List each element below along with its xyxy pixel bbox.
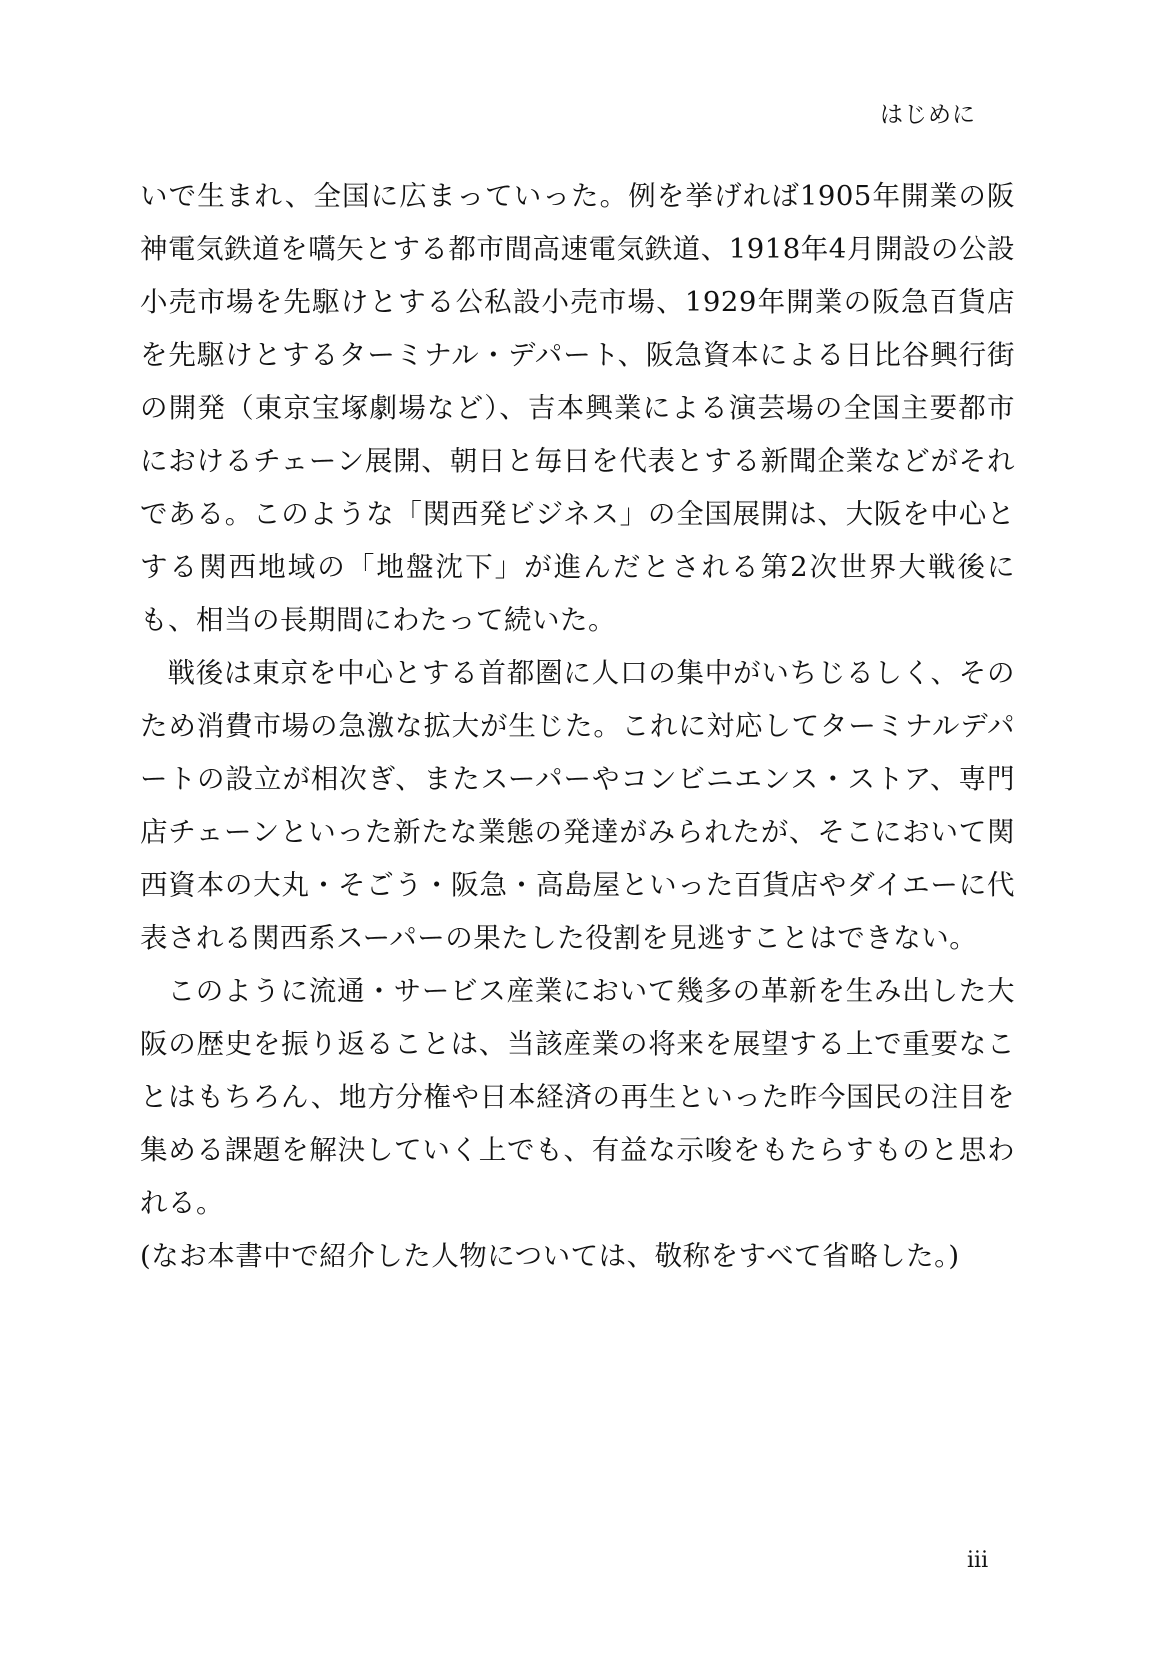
paragraph: このように流通・サービス産業において幾多の革新を生み出した大阪の歴史を振り返ることは、当該産業の将来を展望する上で重要なことはもちろん、地方分権や日本経済の再生といった昨今国民の注目を集める課題を解決していく上でも、有益な示唆をもたらすものと思われる。 [140, 975, 1015, 1219]
paragraph: いで生まれ、全国に広まっていった。例を挙げれば1905年開業の阪神電気鉄道を嚆矢とする都市間高速電気鉄道、1918年4月開設の公設小売市場を先駆けとする公私設小売市場、1929年開業の阪急百貨店を先駆けとするターミナル・デパート、阪急資本による日比谷興行街の開発（東京宝塚劇場など）、吉本興業による演芸場の全国主要都市におけるチェーン展開、朝日と毎日を代表とする新聞企業などがそれである。このような「関西発ビジネス」の全国展開は、大阪を中心とする関西地域の「地盤沈下」が進んだとされる第2次世界大戦後にも、相当の長期間にわたって続いた。 [140, 180, 1015, 636]
body-text [140, 170, 1015, 1283]
note-paragraph: (なお本書中で紹介した人物については、敬称をすべて省略した。) [140, 1240, 960, 1272]
page-number: iii [967, 1548, 989, 1573]
running-header: はじめに [880, 102, 976, 128]
paragraph: 戦後は東京を中心とする首都圏に人口の集中がいちじるしく、そのため消費市場の急激な拡大が生じた。これに対応してターミナルデパートの設立が相次ぎ、またスーパーやコンビニエンス・ストア、専門店チェーンといった新たな業態の発達がみられたが、そこにおいて関西資本の大丸・そごう・阪急・高島屋といった百貨店やダイエーに代表される関西系スーパーの果たした役割を見逃すことはできない。 [140, 657, 1015, 954]
